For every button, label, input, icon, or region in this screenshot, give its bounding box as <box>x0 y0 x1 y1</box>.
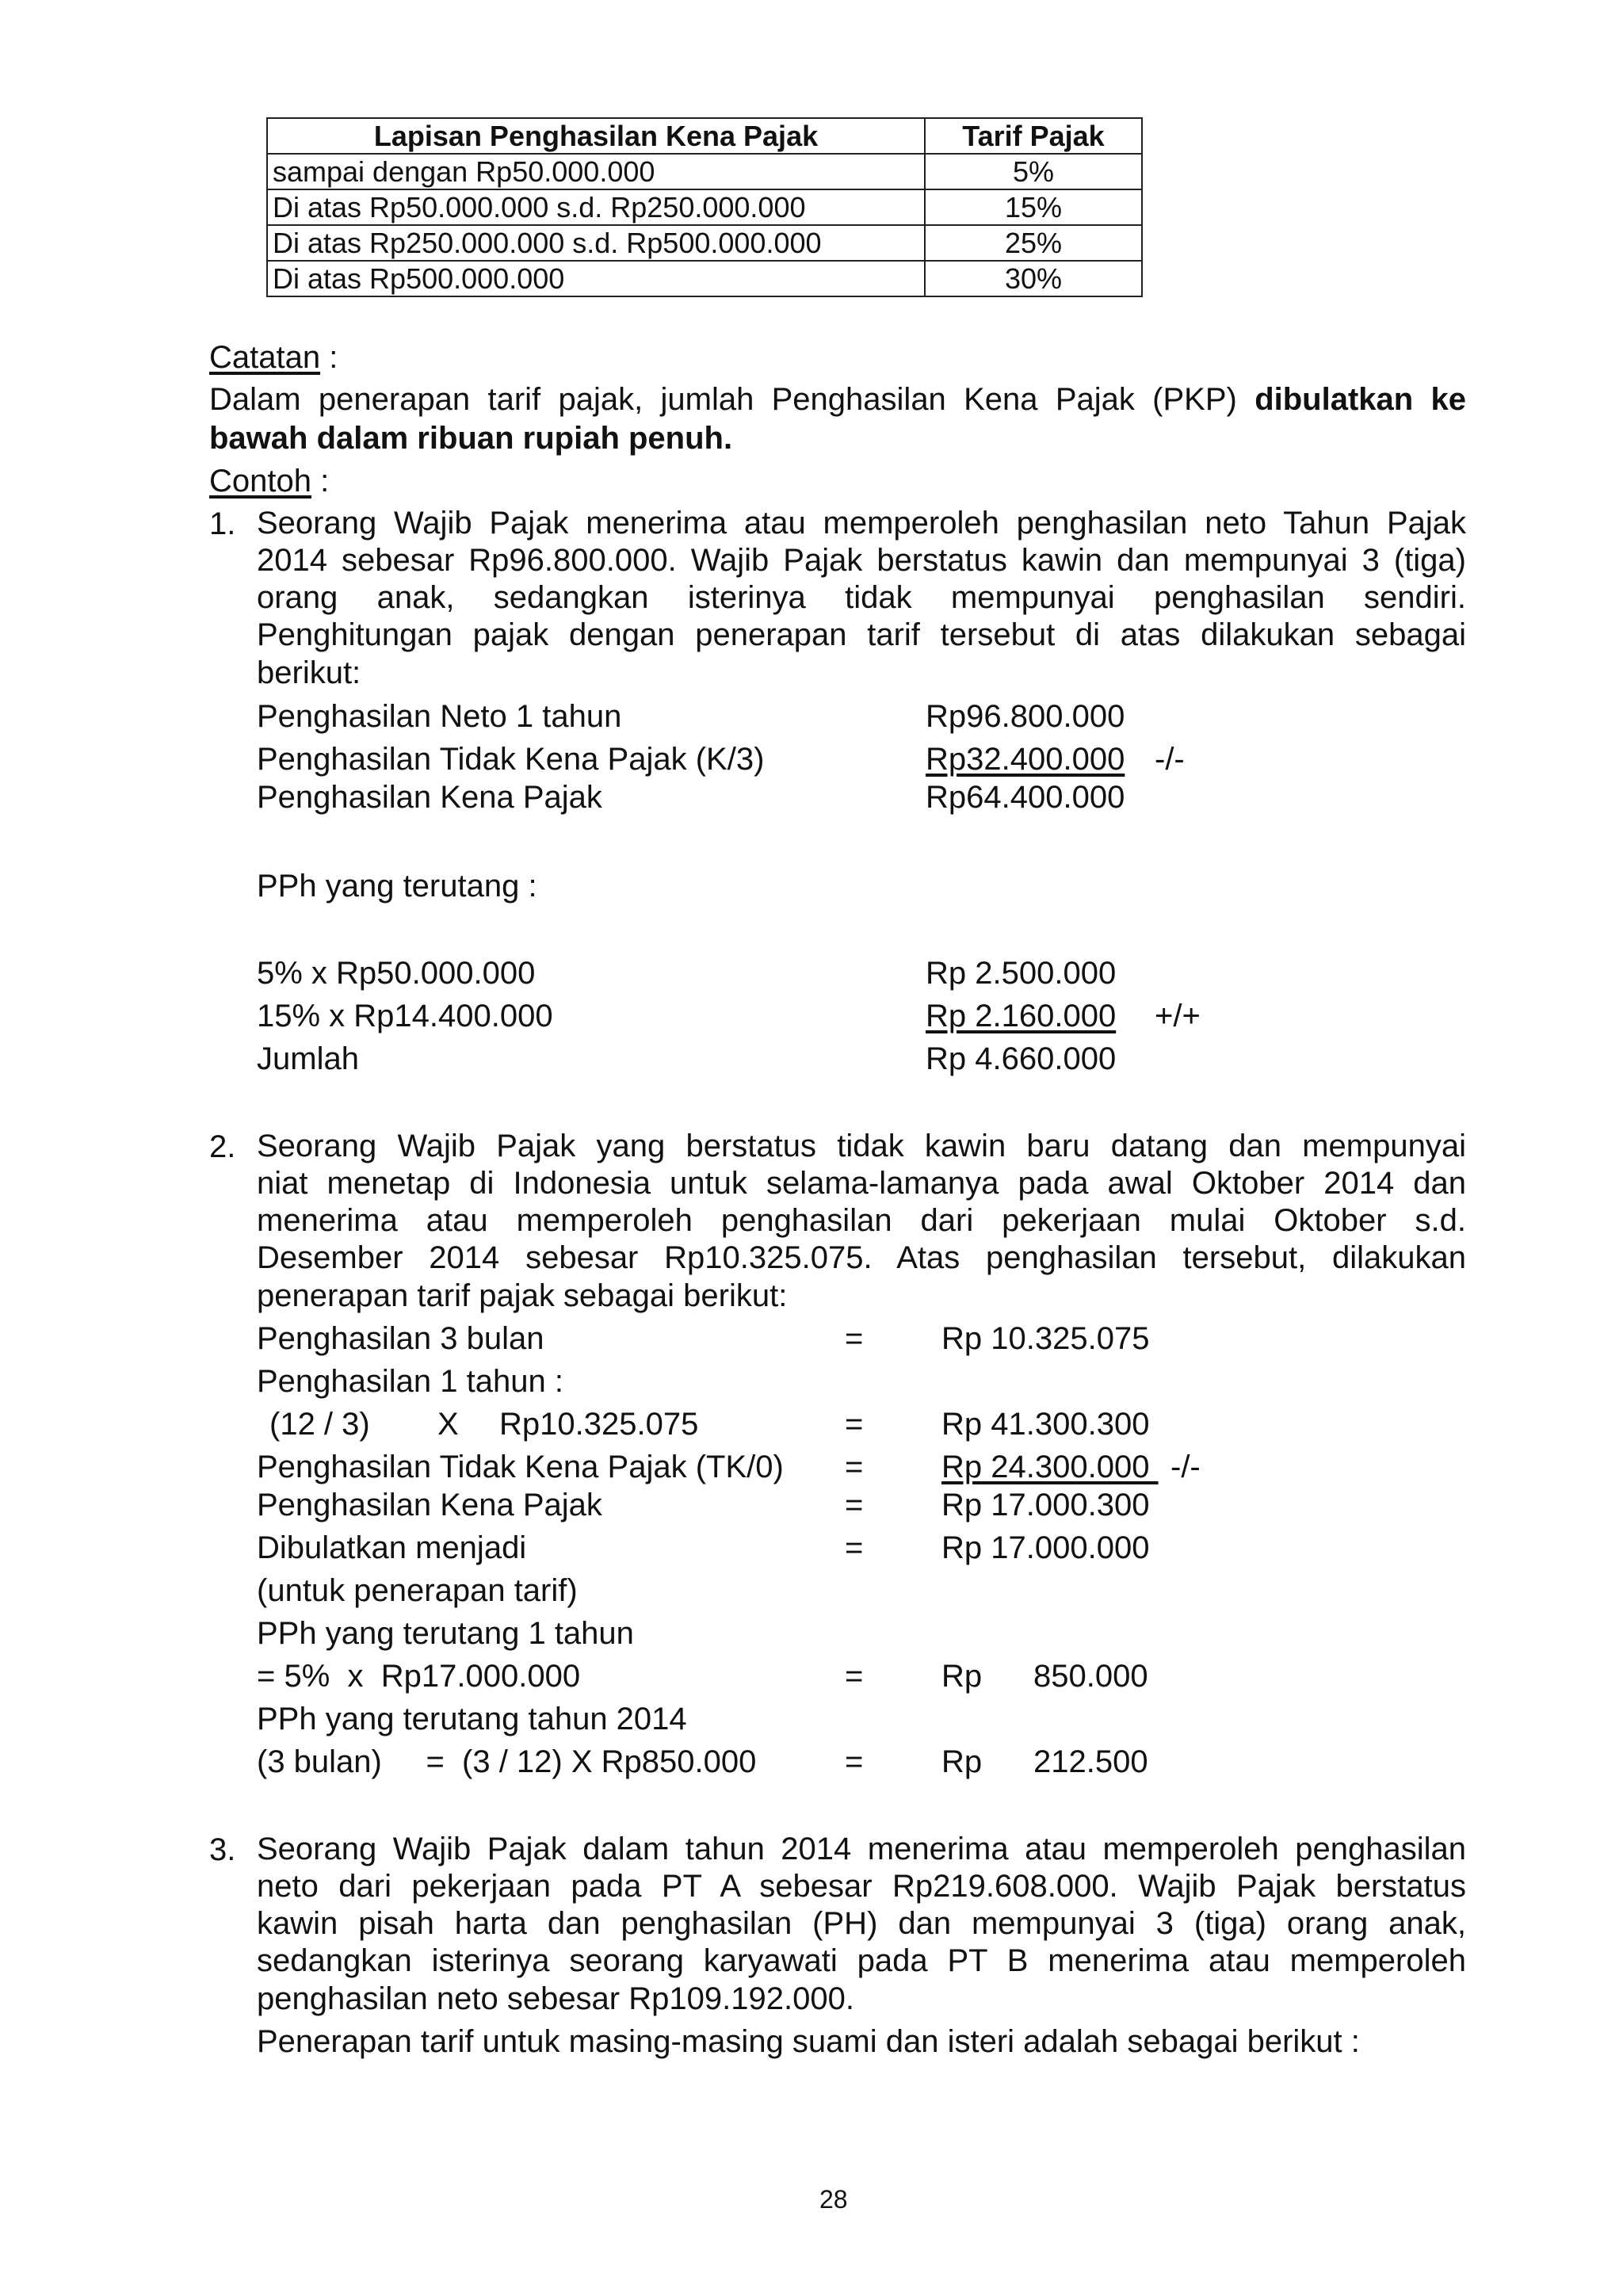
calc-label: Penghasilan 1 tahun : <box>257 1364 563 1399</box>
calc-value: 850.000 <box>1033 1659 1148 1694</box>
calc-label: = 5% x Rp17.000.000 <box>257 1659 581 1694</box>
calc-operand: Rp10.325.075 <box>499 1407 699 1442</box>
note-line-1 <box>209 381 1466 418</box>
item-3-line: neto dari pekerjaan pada PT A sebesar Rp219.608.000. Wajib Pajak berstatus <box>257 1869 1466 1904</box>
bracket-cell: Di atas Rp50.000.000 s.d. Rp250.000.000 <box>267 189 925 225</box>
note-text: Dalam penerapan tarif pajak, jumlah Penghasilan Kena Pajak (PKP) <box>209 382 1237 417</box>
equals-sign: = <box>845 1407 864 1442</box>
calc-value: Rp 17.000.300 <box>941 1488 1150 1522</box>
calc-value: Rp32.400.000 <box>926 742 1125 777</box>
table-header-row <box>267 118 1142 154</box>
item-2-line: penerapan tarif pajak sebagai berikut: <box>257 1278 788 1313</box>
pph-calc-label: Jumlah <box>257 1041 359 1076</box>
item-3-line: sedangkan isterinya seorang karyawati pada PT B menerima atau memperoleh <box>257 1943 1466 1978</box>
calc-value: Rp 17.000.000 <box>941 1530 1150 1565</box>
example-heading: Contoh <box>209 464 311 499</box>
note-heading-line <box>209 338 338 376</box>
item-3-line: Seorang Wajib Pajak dalam tahun 2014 menerima atau memperoleh penghasilan <box>257 1832 1466 1866</box>
rate-cell: 25% <box>925 225 1142 261</box>
item-1-line: Penghitungan pajak dengan penerapan tarif tersebut di atas dilakukan sebagai <box>257 617 1466 652</box>
note-bold-text: dibulatkan ke <box>1254 382 1466 417</box>
example-heading-line <box>209 462 329 500</box>
calc-label: Penghasilan Kena Pajak <box>257 1488 602 1522</box>
currency-label: Rp <box>941 1659 983 1694</box>
calc-label: Penghasilan Tidak Kena Pajak (K/3) <box>257 742 765 777</box>
example-colon: : <box>311 464 330 499</box>
item-1-line: Seorang Wajib Pajak menerima atau memperoleh penghasilan neto Tahun Pajak <box>257 506 1466 541</box>
calc-value: Rp64.400.000 <box>926 780 1125 815</box>
multiply-sign: X <box>437 1407 459 1442</box>
calc-label: PPh yang terutang tahun 2014 <box>257 1702 687 1736</box>
item-1-line: orang anak, sedangkan isterinya tidak mempunyai penghasilan sendiri. <box>257 580 1466 615</box>
item-1-number: 1. <box>209 506 236 541</box>
rate-cell: 5% <box>925 154 1142 189</box>
calc-multiplier: (12 / 3) <box>269 1407 370 1442</box>
header-tax-rate: Tarif Pajak <box>925 118 1142 154</box>
pph-calc-value: Rp 2.160.000 <box>926 999 1117 1033</box>
calc-label: Penghasilan Tidak Kena Pajak (TK/0) <box>257 1450 784 1484</box>
item-2-line: Desember 2014 sebesar Rp10.325.075. Atas penghasilan tersebut, dilakukan <box>257 1240 1466 1275</box>
tax-rate-table <box>266 117 1143 297</box>
add-marker: +/+ <box>1155 999 1201 1033</box>
calc-label: (untuk penerapan tarif) <box>257 1573 578 1608</box>
table-row <box>267 225 1142 261</box>
calc-label: PPh yang terutang 1 tahun <box>257 1616 634 1651</box>
note-colon: : <box>320 340 338 375</box>
equals-sign: = <box>845 1744 864 1779</box>
item-2-line: Seorang Wajib Pajak yang berstatus tidak kawin baru datang dan mempunyai <box>257 1129 1466 1163</box>
calc-label: Penghasilan 3 bulan <box>257 1321 544 1356</box>
table-row <box>267 189 1142 225</box>
page-number: 28 <box>819 2185 848 2214</box>
bracket-cell: Di atas Rp500.000.000 <box>267 261 925 296</box>
calc-label: (3 bulan) = (3 / 12) X Rp850.000 <box>257 1744 757 1779</box>
subtract-marker: -/- <box>1155 742 1185 777</box>
rate-cell: 15% <box>925 189 1142 225</box>
equals-sign: = <box>845 1488 864 1522</box>
pph-calc-value: Rp 2.500.000 <box>926 956 1117 991</box>
equals-sign: = <box>845 1450 864 1484</box>
calc-value: Rp96.800.000 <box>926 699 1125 734</box>
table-row <box>267 154 1142 189</box>
item-2-number: 2. <box>209 1129 236 1164</box>
header-income-bracket: Lapisan Penghasilan Kena Pajak <box>267 118 925 154</box>
item-2-line: niat menetap di Indonesia untuk selama-lamanya pada awal Oktober 2014 dan <box>257 1166 1466 1201</box>
item-3-number: 3. <box>209 1832 236 1867</box>
calc-label: Penghasilan Neto 1 tahun <box>257 699 622 734</box>
equals-sign: = <box>845 1659 864 1694</box>
calc-label: Penghasilan Kena Pajak <box>257 780 602 815</box>
item-1-line: berikut: <box>257 655 361 690</box>
item-3-closing: Penerapan tarif untuk masing-masing suami dan isteri adalah sebagai berikut : <box>257 2024 1360 2059</box>
item-1-line: 2014 sebesar Rp96.800.000. Wajib Pajak berstatus kawin dan mempunyai 3 (tiga) <box>257 543 1466 578</box>
equals-sign: = <box>845 1321 864 1356</box>
pph-calc-label: 5% x Rp50.000.000 <box>257 956 536 991</box>
currency-label: Rp <box>941 1744 983 1779</box>
bracket-cell: sampai dengan Rp50.000.000 <box>267 154 925 189</box>
pph-calc-label: 15% x Rp14.400.000 <box>257 999 553 1033</box>
item-3-line: penghasilan neto sebesar Rp109.192.000. <box>257 1981 854 2016</box>
subtract-marker: -/- <box>1170 1450 1201 1484</box>
calc-value: Rp 41.300.300 <box>941 1407 1150 1442</box>
calc-label: Dibulatkan menjadi <box>257 1530 527 1565</box>
calc-value: Rp 24.300.000 <box>941 1450 1159 1484</box>
note-heading: Catatan <box>209 340 321 375</box>
item-2-line: menerima atau memperoleh penghasilan dari pekerjaan mulai Oktober s.d. <box>257 1203 1466 1238</box>
rate-cell: 30% <box>925 261 1142 296</box>
equals-sign: = <box>845 1530 864 1565</box>
pph-calc-value: Rp 4.660.000 <box>926 1041 1117 1076</box>
note-line-2: bawah dalam ribuan rupiah penuh. <box>209 421 733 456</box>
pph-label: PPh yang terutang : <box>257 869 537 904</box>
calc-value: 212.500 <box>1033 1744 1148 1779</box>
item-3-line: kawin pisah harta dan penghasilan (PH) dan mempunyai 3 (tiga) orang anak, <box>257 1906 1466 1941</box>
calc-value: Rp 10.325.075 <box>941 1321 1150 1356</box>
table-row <box>267 261 1142 296</box>
bracket-cell: Di atas Rp250.000.000 s.d. Rp500.000.000 <box>267 225 925 261</box>
